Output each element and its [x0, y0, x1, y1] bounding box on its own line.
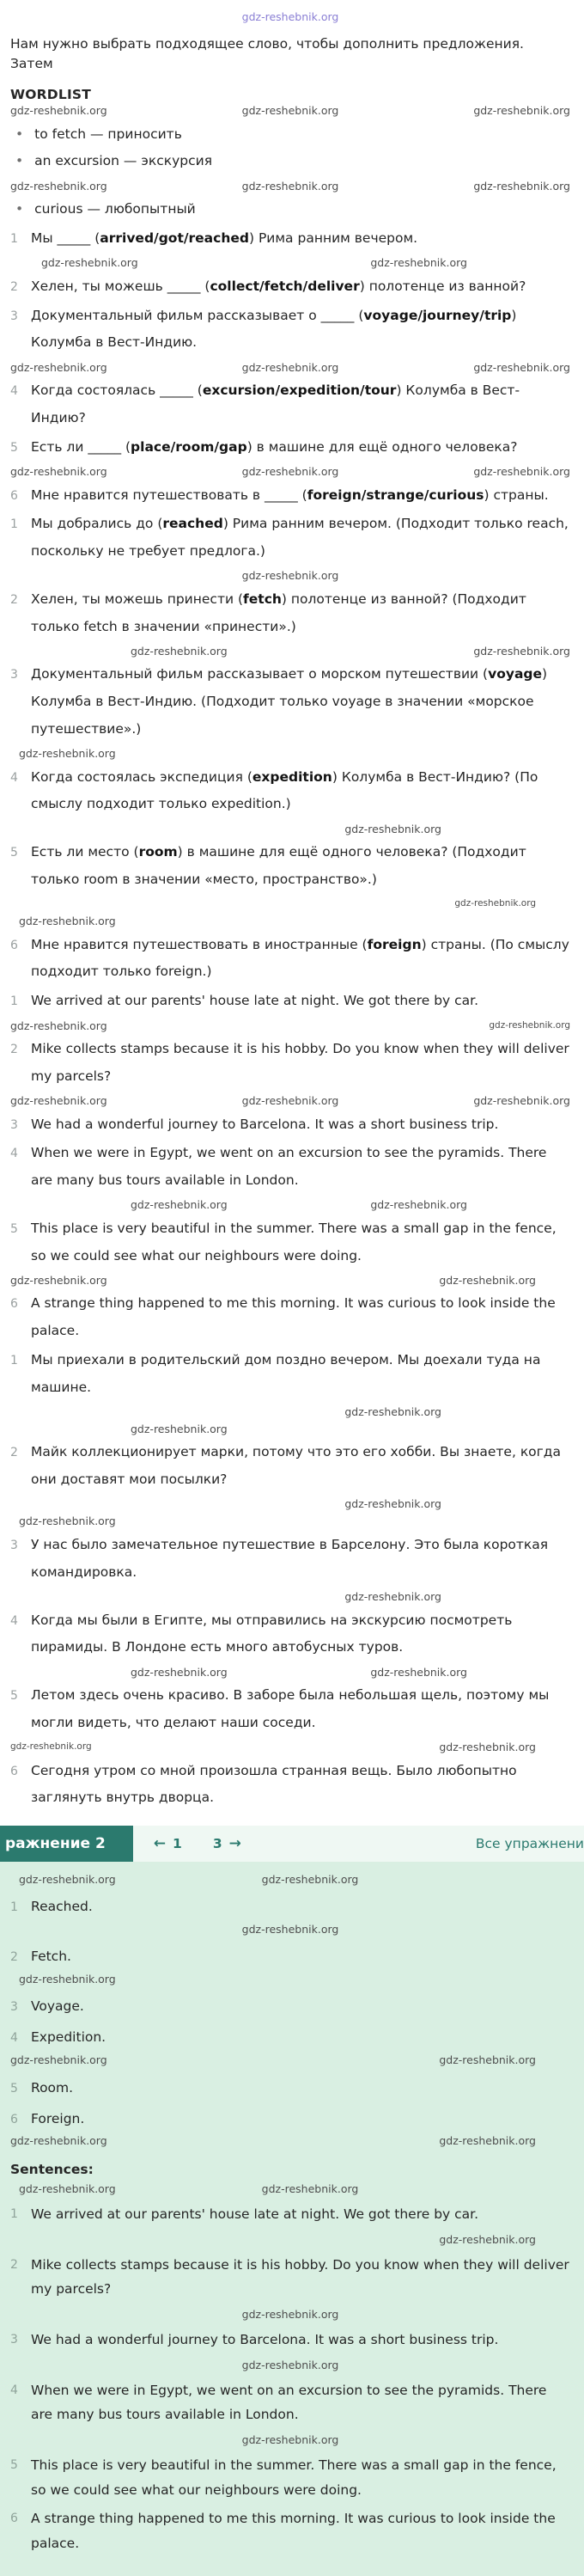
watermark: gdz-reshebnik.org — [241, 360, 339, 374]
item-number: 6 — [10, 2512, 18, 2526]
item-number: 2 — [10, 279, 18, 294]
sentence-item — [10, 2453, 570, 2502]
item-number: 2 — [10, 1950, 18, 1965]
watermark: gdz-reshebnik.org — [439, 2053, 536, 2067]
answer-word: foreign — [367, 936, 422, 952]
wordlist-item — [10, 150, 570, 174]
short-answer-text: Voyage. — [31, 1998, 84, 2015]
item-number: 3 — [10, 2000, 18, 2015]
answer-item — [10, 839, 570, 894]
watermark: gdz-reshebnik.org — [439, 2134, 536, 2148]
sentence-item — [10, 2378, 570, 2427]
english-sentence — [10, 1111, 570, 1139]
watermark-row — [10, 2181, 570, 2198]
english-sentence — [10, 1036, 570, 1091]
item-number: 3 — [10, 309, 18, 323]
translation-text: Когда мы были в Египте, мы отправились на экскурсию посмотреть пирамиды. В Лондоне есть много автобусных туров. — [31, 1612, 513, 1655]
watermark: gdz-reshebnik.org — [473, 179, 570, 193]
answer-item-text — [31, 586, 570, 641]
watermark: gdz-reshebnik.org — [10, 179, 107, 193]
item-number: 5 — [10, 2457, 18, 2472]
short-answers-section — [0, 1862, 584, 2575]
answer-item-text — [31, 661, 570, 743]
arrow-right-icon: → — [228, 1835, 241, 1853]
watermark: gdz-reshebnik.org — [10, 360, 107, 374]
short-answer-text: Fetch. — [31, 1949, 71, 1965]
text-run: Когда состоялась _____ ( — [31, 382, 203, 399]
item-number: 1 — [10, 232, 18, 247]
wordlist-item — [10, 198, 570, 222]
item-number: 1 — [10, 994, 18, 1009]
sentences-heading: Sentences: — [10, 2161, 94, 2177]
item-number: 6 — [10, 488, 18, 503]
watermark: gdz-reshebnik.org — [10, 1094, 107, 1108]
item-number: 3 — [10, 668, 18, 682]
bullet-icon — [15, 198, 23, 222]
exercise-nav-bar — [0, 1826, 584, 1862]
watermark: gdz-reshebnik.org — [241, 2359, 339, 2372]
wordlist-title: WORDLIST — [10, 86, 92, 102]
task-item-text — [31, 377, 570, 432]
watermark: gdz-reshebnik.org — [473, 644, 570, 658]
sentence-text: A strange thing happened to me this morning. It was curious to look inside the palace. — [31, 1295, 556, 1339]
russian-translation — [10, 1682, 570, 1737]
item-number: 2 — [10, 1043, 18, 1057]
russian-translation — [10, 1607, 570, 1662]
exercise-title-tab[interactable]: ражнение 2 — [0, 1826, 133, 1862]
watermark-row — [10, 102, 570, 119]
text-run: Мы _____ ( — [31, 230, 100, 247]
wordlist-item-text: to fetch — приносить — [34, 125, 182, 142]
text-run: ) полотенце из ванной? (Подходит только fetch в значении «принести».) — [31, 590, 526, 634]
short-answer-text: Foreign. — [31, 2110, 85, 2126]
translation-text: Майк коллекционирует марки, потому что это его хобби. Вы знаете, когда они доставят мои посылки? — [31, 1444, 562, 1488]
watermark-row — [10, 567, 570, 584]
watermark: gdz-reshebnik.org — [473, 1094, 570, 1108]
text-run: ) Колумба в Вест-Индию? (По смыслу подходит только expedition.) — [31, 768, 538, 812]
watermark-row — [10, 1017, 570, 1034]
text-run: ) страны. (По смыслу подходит только foreign.) — [31, 936, 569, 980]
item-number: 1 — [10, 517, 18, 532]
watermark: gdz-reshebnik.org — [19, 1872, 116, 1886]
watermark: gdz-reshebnik.org — [261, 2182, 359, 2196]
english-sentence — [10, 1215, 570, 1270]
wordlist-item — [10, 123, 570, 147]
text-run: Мне нравится путешествовать в иностранные ( — [31, 936, 368, 952]
task-options: foreign/strange/curious — [307, 486, 484, 503]
russian-translation — [10, 1758, 570, 1813]
text-run: Документальный фильм рассказывает о _____ ( — [31, 307, 364, 323]
watermark-row — [10, 254, 570, 272]
watermark-row — [10, 2052, 570, 2069]
task-options: collect/fetch/deliver — [210, 278, 360, 294]
watermark: gdz-reshebnik.org — [19, 2182, 116, 2196]
watermark: gdz-reshebnik.org — [41, 256, 138, 270]
watermark-row — [10, 1092, 570, 1110]
answer-word: fetch — [243, 590, 282, 607]
sentence-item — [10, 2506, 570, 2555]
watermark: gdz-reshebnik.org — [131, 1665, 228, 1679]
translation-text: Мы приехали в родительский дом поздно вечером. Мы доехали туда на машине. — [31, 1351, 541, 1395]
answer-item-text — [31, 764, 570, 819]
sentence-text: A strange thing happened to me this morning. It was curious to look inside the palace. — [31, 2511, 556, 2551]
item-number: 5 — [10, 846, 18, 860]
item-number: 5 — [10, 440, 18, 455]
task-item-text — [31, 303, 570, 358]
item-number: 2 — [10, 2257, 18, 2272]
watermark-row — [10, 358, 570, 376]
text-run: Документальный фильм рассказывает о морском путешествии ( — [31, 666, 489, 682]
sentence-text: We arrived at our parents' house late at night. We got there by car. — [31, 993, 479, 1009]
sentence-item — [10, 2328, 570, 2353]
answer-item — [10, 932, 570, 987]
text-run: ) в машине для ещё одного человека? — [246, 438, 518, 455]
sentence-text: We arrived at our parents' house late at night. We got there by car. — [31, 2206, 479, 2222]
watermark-row — [10, 1970, 570, 1987]
answer-word: expedition — [252, 768, 332, 785]
watermark-row — [10, 1870, 570, 1888]
short-answer-text: Reached. — [31, 1899, 93, 1915]
next-page-link[interactable] — [213, 1835, 241, 1852]
sentence-text: When we were in Egypt, we went on an excursion to see the pyramids. There are many bus tours available in London. — [31, 1145, 547, 1189]
item-number: 5 — [10, 1221, 18, 1236]
watermark: gdz-reshebnik.org — [10, 1273, 107, 1287]
watermark-row — [10, 2357, 570, 2374]
watermark-row — [10, 1663, 570, 1680]
task-item — [10, 377, 570, 432]
wordlist-item-text: curious — любопытный — [34, 201, 196, 217]
answer-item — [10, 586, 570, 641]
watermark: gdz-reshebnik.org — [473, 104, 570, 117]
watermark: gdz-reshebnik.org — [19, 1972, 116, 1986]
text-run: Есть ли _____ ( — [31, 438, 131, 455]
watermark-row — [10, 2132, 570, 2150]
russian-translation — [10, 1532, 570, 1587]
prev-page-link[interactable] — [154, 1835, 182, 1852]
short-answer-text: Expedition. — [31, 2029, 106, 2046]
exercise-pagination — [133, 1826, 584, 1862]
text-run: Хелен, ты можешь _____ ( — [31, 278, 210, 294]
watermark: gdz-reshebnik.org — [10, 104, 107, 117]
task-item — [10, 225, 570, 253]
watermark: gdz-reshebnik.org — [241, 179, 339, 193]
text-run: ) Колумба в Вест-Индию. — [31, 307, 517, 351]
answer-word: voyage — [488, 666, 543, 682]
item-number: 4 — [10, 2031, 18, 2046]
watermark-row — [10, 2306, 570, 2323]
item-number: 4 — [10, 1613, 18, 1628]
task-item-text — [31, 482, 570, 510]
text-run: Мне нравится путешествовать в _____ ( — [31, 486, 307, 503]
text-run: Когда состоялась экспедиция ( — [31, 768, 252, 785]
watermark-row — [10, 913, 570, 930]
item-number: 5 — [10, 2081, 18, 2096]
russian-translation — [10, 1347, 570, 1402]
sentence-text: This place is very beautiful in the summer. There was a small gap in the fence, so we could see what our neighbours were doing. — [31, 1220, 557, 1264]
watermark: gdz-reshebnik.org — [241, 465, 339, 479]
answer-item — [10, 511, 570, 566]
answer-item — [10, 764, 570, 819]
watermark-row — [10, 177, 570, 194]
watermark-row — [10, 1513, 570, 1530]
watermark: gdz-reshebnik.org — [131, 1422, 228, 1435]
watermark-row — [10, 1403, 570, 1420]
watermark-row — [10, 2432, 570, 2449]
watermark: gdz-reshebnik.org — [10, 465, 107, 479]
watermark-row — [10, 642, 570, 659]
text-run: Есть ли место ( — [31, 844, 139, 860]
item-number: 3 — [10, 1117, 18, 1132]
translation-text: Летом здесь очень красиво. В заборе была небольшая щель, поэтому мы могли видеть, что делают наши соседи. — [31, 1687, 550, 1730]
short-answer-item — [10, 2108, 570, 2131]
item-number: 6 — [10, 1764, 18, 1778]
task-options: voyage/journey/trip — [363, 307, 512, 323]
watermark: gdz-reshebnik.org — [241, 1094, 339, 1108]
watermark: gdz-reshebnik.org — [344, 1497, 441, 1511]
item-number: 5 — [10, 1689, 18, 1704]
task-item-text — [31, 434, 570, 462]
text-run: ) Рима ранним вечером. (Подходит только reach, поскольку не требует предлога.) — [31, 516, 569, 560]
translation-text: У нас было замечательное путешествие в Барселону. Это была короткая командировка. — [31, 1536, 549, 1580]
answer-item — [10, 661, 570, 743]
watermark: gdz-reshebnik.org — [19, 747, 116, 761]
watermark-row — [10, 820, 570, 837]
answer-item-text — [31, 839, 570, 894]
short-answer-item — [10, 1945, 570, 1968]
all-exercises-link[interactable]: Все упражнени — [475, 1836, 584, 1852]
watermark: gdz-reshebnik.org — [241, 2308, 339, 2322]
watermark: gdz-reshebnik.org — [344, 1404, 441, 1418]
item-number: 3 — [10, 2332, 18, 2347]
text-run: ) в машине для ещё одного человека? (Подходит только room в значении «место, пространство».) — [31, 844, 526, 887]
watermark: gdz-reshebnik.org — [473, 360, 570, 374]
sentence-text: We had a wonderful journey to Barcelona. It was a short business trip. — [31, 2331, 499, 2347]
item-number: 2 — [10, 1446, 18, 1460]
item-number: 1 — [10, 2206, 18, 2221]
short-answer-item — [10, 2026, 570, 2049]
text-run: ) Колумба в Вест-Индию? — [31, 382, 520, 425]
watermark: gdz-reshebnik.org — [370, 256, 467, 270]
item-number: 6 — [10, 2112, 18, 2126]
watermark: gdz-reshebnik.org — [439, 2233, 536, 2247]
task-item — [10, 482, 570, 510]
sentence-text: When we were in Egypt, we went on an excursion to see the pyramids. There are many bus tours available in London. — [31, 2382, 547, 2423]
answer-item-text — [31, 511, 570, 566]
item-number: 1 — [10, 1353, 18, 1368]
text-run: ) полотенце из ванной? — [359, 278, 526, 294]
task-options: arrived/got/reached — [100, 230, 249, 247]
sentence-text: Mike collects stamps because it is his hobby. Do you know when they will deliver my parcels? — [31, 2256, 569, 2298]
task-item-text — [31, 273, 570, 301]
english-sentence — [10, 1140, 570, 1195]
short-answer-text: Room. — [31, 2079, 74, 2096]
short-answer-item — [10, 1895, 570, 1918]
item-number: 4 — [10, 384, 18, 399]
watermark: gdz-reshebnik.org — [241, 1922, 339, 1936]
item-number: 6 — [10, 1297, 18, 1312]
item-number: 4 — [10, 2383, 18, 2397]
watermark: gdz-reshebnik.org — [370, 1665, 467, 1679]
task-item-text — [31, 225, 570, 253]
watermark: gdz-reshebnik.org — [439, 1741, 536, 1754]
item-number: 2 — [10, 592, 18, 607]
task-item — [10, 273, 570, 301]
watermark-row — [10, 1496, 570, 1513]
task-options: excursion/expedition/tour — [202, 382, 397, 399]
russian-translation — [10, 1439, 570, 1494]
task-options: place/room/gap — [131, 438, 247, 455]
watermark: gdz-reshebnik.org — [10, 2053, 107, 2067]
item-number: 3 — [10, 1538, 18, 1552]
short-answer-item — [10, 2077, 570, 2100]
watermark-row — [10, 1196, 570, 1214]
arrow-left-icon: ← — [153, 1835, 167, 1853]
text-run: ) Колумба в Вест-Индию. (Подходит только voyage в значении «морское путешествие».) — [31, 666, 548, 737]
watermark: gdz-reshebnik.org — [10, 1019, 107, 1032]
watermark-row — [10, 1588, 570, 1606]
watermark: gdz-reshebnik.org — [370, 1198, 467, 1212]
text-run: Мы добрались до ( — [31, 516, 163, 532]
watermark-row — [10, 1739, 570, 1756]
answer-word: reached — [162, 516, 223, 532]
watermark: gdz-reshebnik.org — [344, 822, 441, 835]
sentence-item — [10, 2253, 570, 2302]
text-run: ) страны. — [484, 486, 549, 503]
watermark: gdz-reshebnik.org — [19, 1514, 116, 1528]
watermark: gdz-reshebnik.org — [10, 1741, 92, 1753]
watermark: gdz-reshebnik.org — [473, 465, 570, 479]
sentence-text: Mike collects stamps because it is his hobby. Do you know when they will deliver my parcels? — [31, 1041, 569, 1084]
watermark: gdz-reshebnik.org — [261, 1872, 359, 1886]
watermark-row — [10, 1920, 570, 1937]
task-item — [10, 303, 570, 358]
watermark-row — [10, 896, 570, 913]
task-item — [10, 434, 570, 462]
answer-item-text — [31, 932, 570, 987]
bullet-icon — [15, 123, 23, 147]
english-sentence — [10, 988, 570, 1015]
text-run: Хелен, ты можешь принести ( — [31, 590, 244, 607]
item-number: 4 — [10, 770, 18, 785]
watermark: gdz-reshebnik.org — [489, 1019, 570, 1031]
watermark: gdz-reshebnik.org — [454, 898, 536, 909]
watermark: gdz-reshebnik.org — [131, 644, 228, 658]
intro-text: Нам нужно выбрать подходящее слово, чтобы дополнить предложения. Затем — [10, 36, 524, 72]
text-run: ) Рима ранним вечером. — [248, 230, 418, 247]
answer-word: room — [138, 844, 178, 860]
english-sentence — [10, 1290, 570, 1345]
watermark-row — [10, 1271, 570, 1288]
watermark: gdz-reshebnik.org — [10, 2134, 107, 2148]
item-number: 6 — [10, 938, 18, 952]
top-watermark-row — [10, 3, 570, 26]
watermark: gdz-reshebnik.org — [19, 915, 116, 928]
short-answer-item — [10, 1995, 570, 2018]
translation-text: Сегодня утром со мной произошла странная вещь. Было любопытно заглянуть внутрь дворца. — [31, 1762, 517, 1806]
bullet-icon — [15, 150, 23, 174]
watermark: gdz-reshebnik.org — [131, 1198, 228, 1212]
watermark-row — [10, 1420, 570, 1437]
watermark: gdz-reshebnik.org — [241, 104, 339, 117]
watermark: gdz-reshebnik.org — [439, 1273, 536, 1287]
sentence-text: We had a wonderful journey to Barcelona. It was a short business trip. — [31, 1116, 499, 1132]
sentence-text: This place is very beautiful in the summer. There was a small gap in the fence, so we could see what our neighbours were doing. — [31, 2457, 557, 2498]
next-page-number: 3 — [212, 1836, 222, 1852]
watermark: gdz-reshebnik.org — [344, 1590, 441, 1603]
watermark-row — [10, 463, 570, 480]
watermark-row — [10, 2231, 570, 2249]
watermark: gdz-reshebnik.org — [241, 2433, 339, 2447]
wordlist-item-text: an excursion — экскурсия — [34, 153, 213, 169]
prev-page-number: 1 — [173, 1836, 182, 1852]
item-number: 4 — [10, 1147, 18, 1161]
sentence-item — [10, 2202, 570, 2227]
watermark-row — [10, 745, 570, 762]
watermark: gdz-reshebnik.org — [241, 569, 339, 583]
watermark-link[interactable]: gdz-reshebnik.org — [241, 10, 339, 23]
item-number: 1 — [10, 1900, 18, 1915]
